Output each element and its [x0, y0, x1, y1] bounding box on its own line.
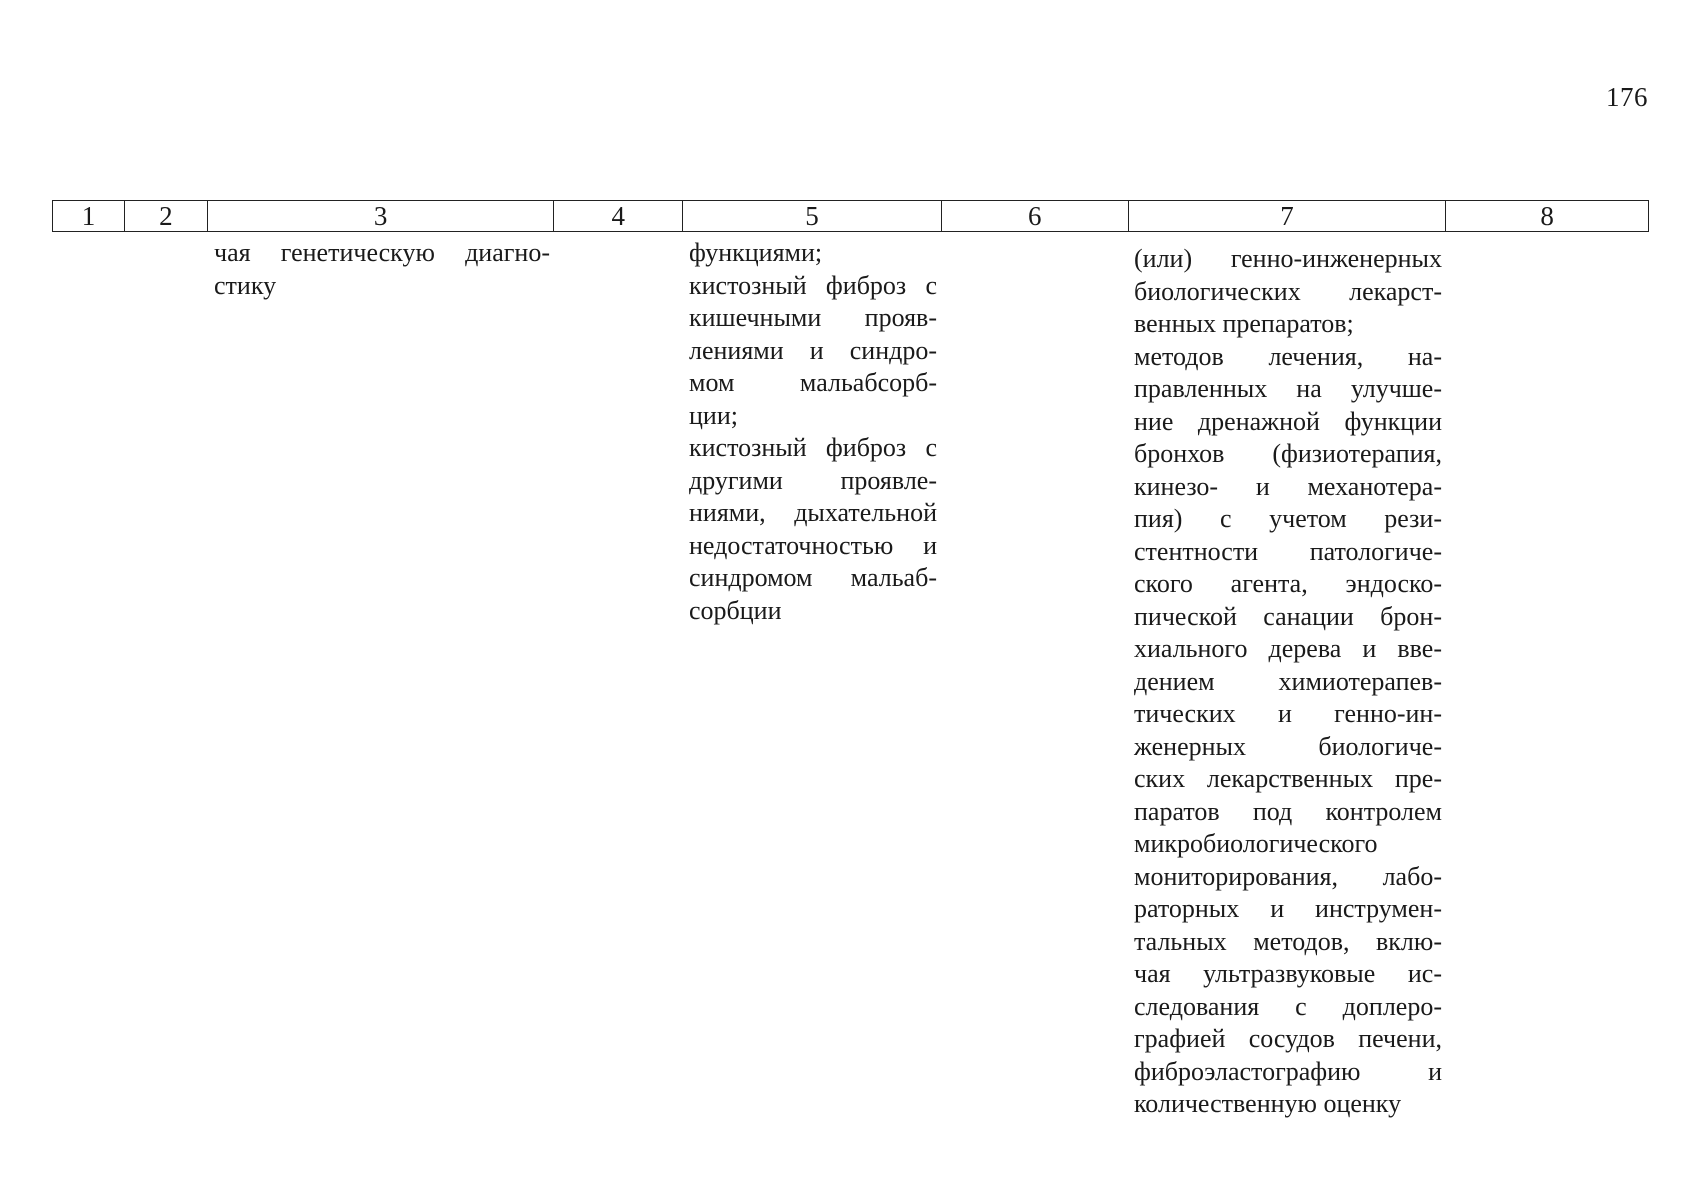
text-line: (или) генно-инженерных [1134, 244, 1442, 273]
text-line: кистозный фиброз с [689, 433, 937, 462]
table-header-cell-1: 1 [53, 201, 125, 231]
text-line: паратов под контролем [1134, 796, 1442, 826]
text-line: стентности патологиче- [1134, 536, 1442, 566]
table-header-cell-5: 5 [683, 201, 942, 231]
text-line: микробиологического [1134, 829, 1378, 858]
text-line: методов лечения, на- [1134, 341, 1442, 371]
text-line: бронхов (физиотерапия, [1134, 439, 1442, 468]
text-line: раторных и инструмен- [1134, 894, 1442, 923]
text-line: ских лекарственных пре- [1134, 764, 1442, 793]
text-line: мом мальабсорб- [689, 368, 937, 397]
table-header-cell-7: 7 [1129, 201, 1447, 231]
text-line: тических и генно-ин- [1134, 699, 1442, 728]
text-line: стику [214, 270, 277, 300]
table-cell-column-7 [1134, 243, 1442, 1121]
text-line: количественную оценку [1134, 1089, 1402, 1118]
text-line: венных препаратов; [1134, 309, 1354, 338]
table-header-row [52, 200, 1649, 232]
text-line: биологических лекарст- [1134, 276, 1442, 306]
table-header-cell-3: 3 [208, 201, 555, 231]
text-line: мониторирования, лабо- [1134, 861, 1442, 891]
text-line: ции; [689, 400, 738, 430]
table-header-cell-2: 2 [125, 201, 208, 231]
text-line: функциями; [689, 238, 823, 267]
text-line: следования с доплеро- [1134, 991, 1442, 1021]
text-line: женерных биологиче- [1134, 731, 1442, 761]
text-line: чая ультразвуковые ис- [1134, 959, 1442, 988]
text-line: ние дренажной функции [1134, 406, 1442, 436]
text-line: чая генетическую диагно- [214, 238, 550, 267]
text-line: правленных на улучше- [1134, 374, 1442, 403]
text-line: синдромом мальаб- [689, 563, 937, 592]
text-line: сорбции [689, 595, 782, 625]
text-line: лениями и синдро- [689, 335, 937, 365]
text-line: графией сосудов печени, [1134, 1024, 1442, 1053]
text-line: пия) с учетом рези- [1134, 504, 1442, 533]
table-header-cell-8: 8 [1540, 201, 1554, 231]
table-header-cell-4: 4 [554, 201, 683, 231]
text-line: ниями, дыхательной [689, 498, 937, 527]
text-line: кистозный фиброз с [689, 270, 937, 300]
text-line: хиального дерева и вве- [1134, 634, 1442, 663]
page-number: 176 [1606, 82, 1648, 112]
table-cell-column-5 [689, 237, 937, 627]
table-cell-column-3 [214, 237, 550, 302]
text-line: ского агента, эндоско- [1134, 569, 1442, 598]
text-line: кишечными прояв- [689, 303, 937, 332]
text-line: пической санации брон- [1134, 601, 1442, 631]
text-line: дением химиотерапев- [1134, 666, 1442, 696]
text-line: тальных методов, вклю- [1134, 926, 1442, 956]
table-header-cell-6: 6 [942, 201, 1129, 231]
text-line: другими проявле- [689, 465, 937, 495]
text-line: фиброэластографию и [1134, 1056, 1442, 1086]
text-line: кинезо- и механотера- [1134, 471, 1442, 501]
text-line: недостаточностью и [689, 530, 937, 560]
